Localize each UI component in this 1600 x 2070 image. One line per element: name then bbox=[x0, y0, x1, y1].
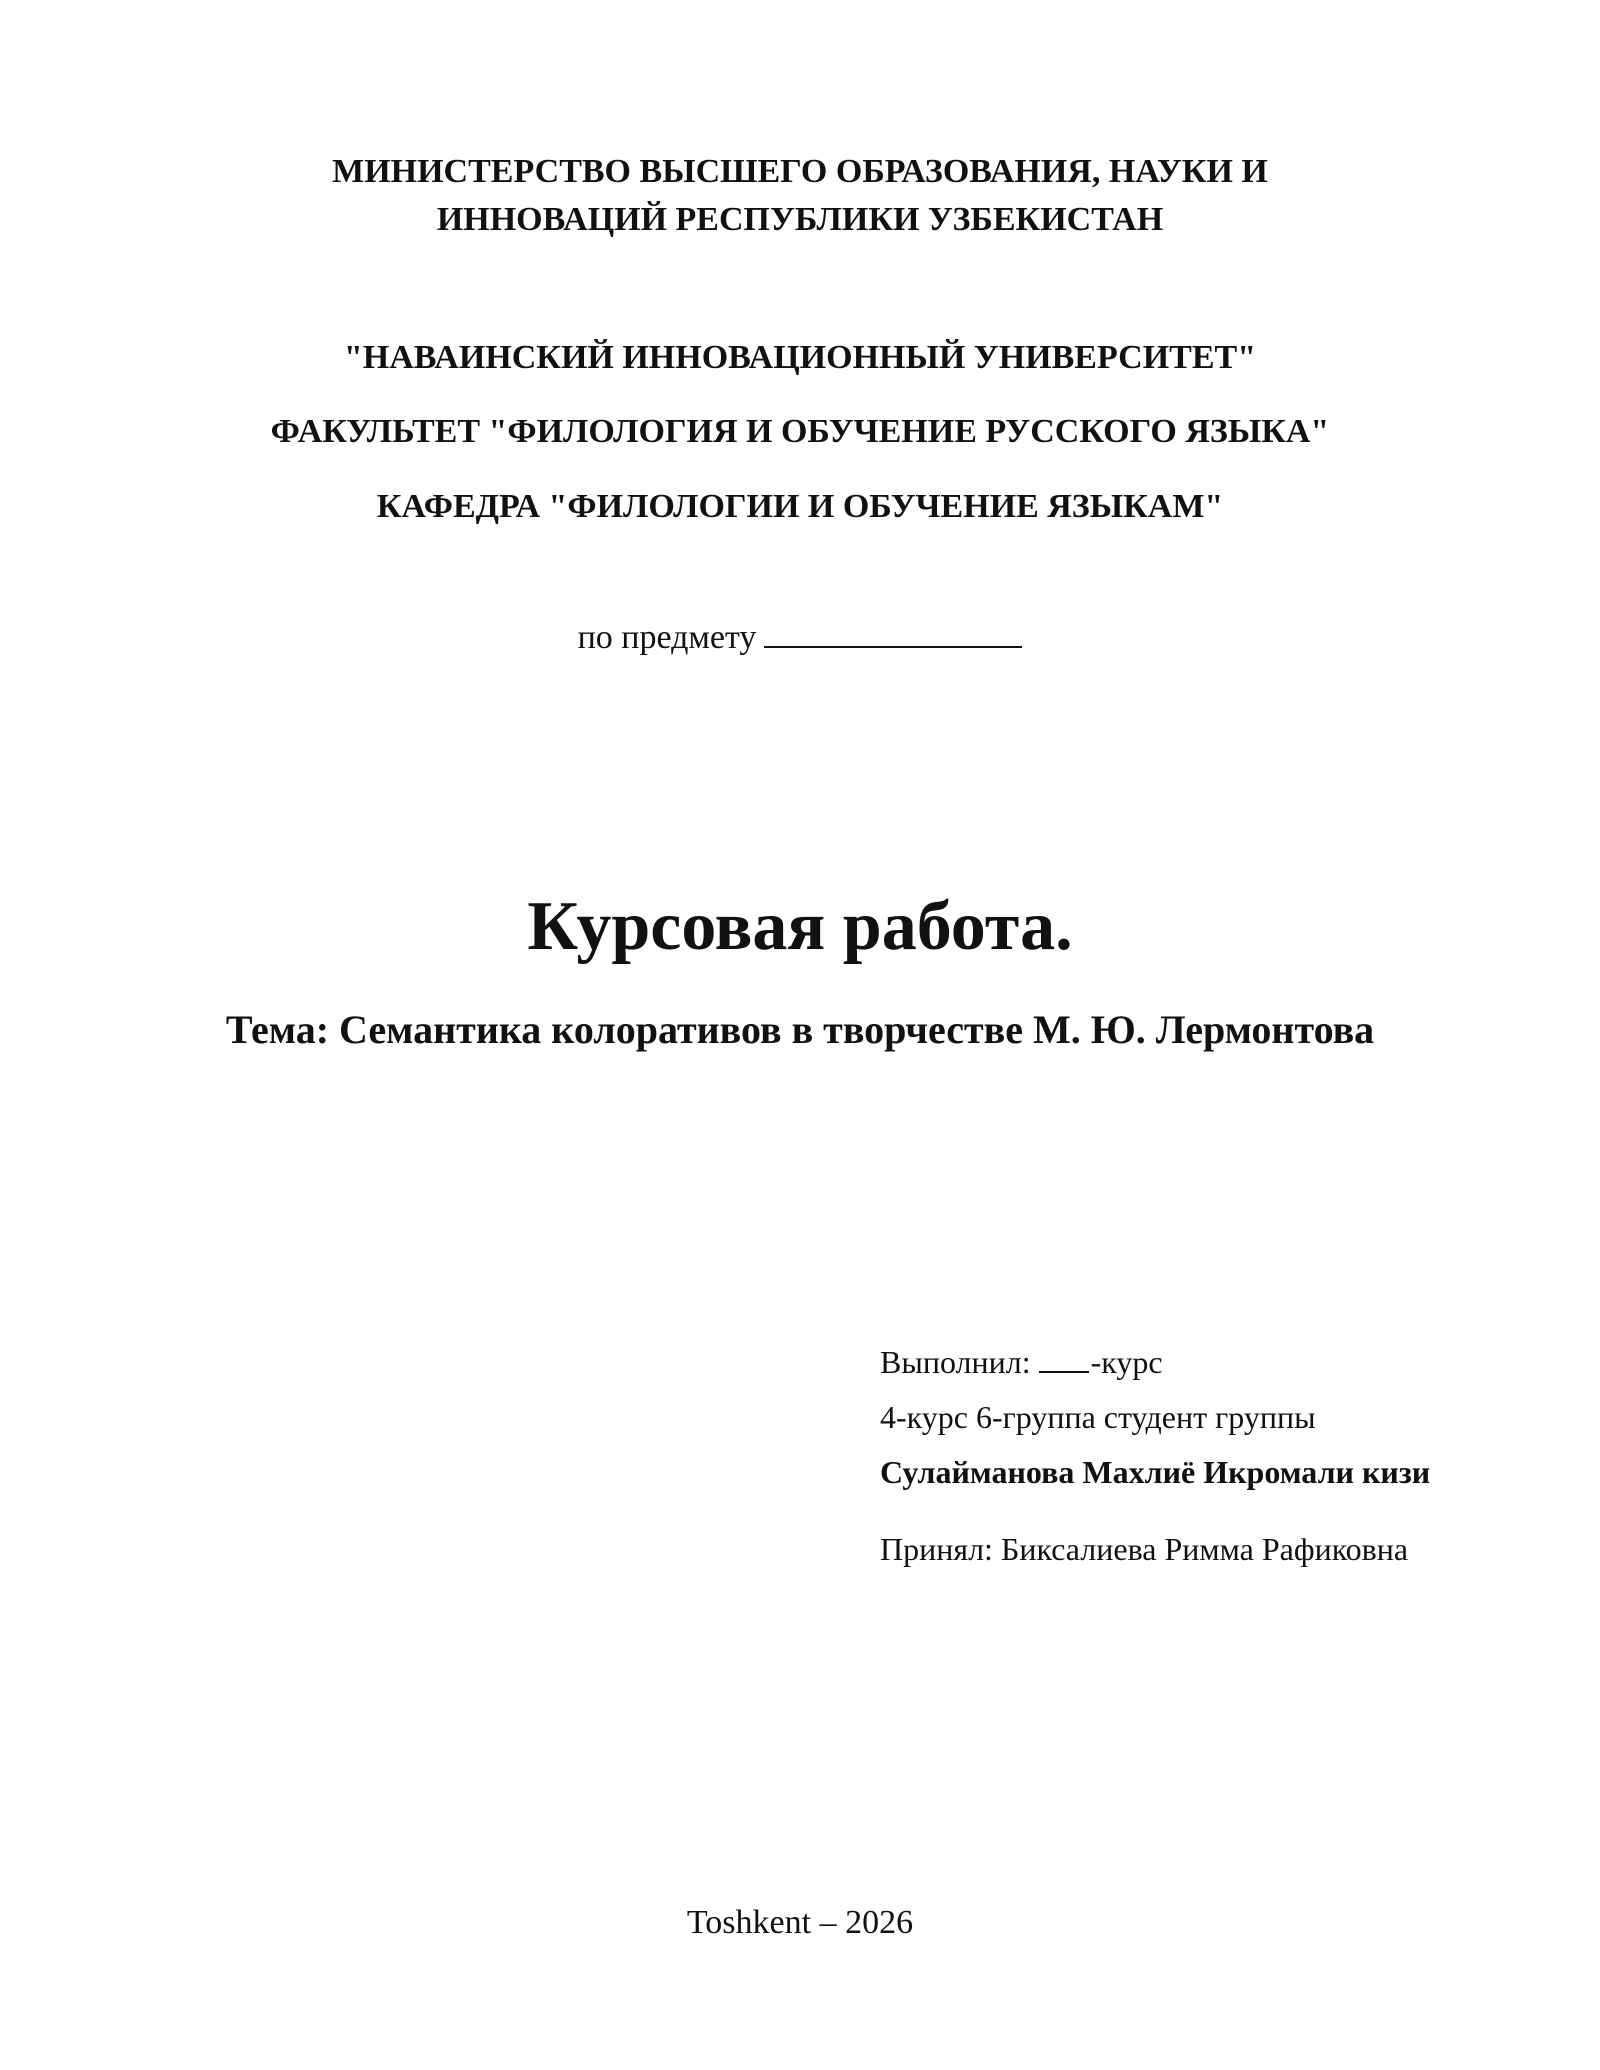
faculty-name: ФАКУЛЬТЕТ "ФИЛОЛОГИЯ И ОБУЧЕНИЕ РУССКОГО ЯЗЫКА" bbox=[270, 413, 1330, 450]
student-name: Сулайманова Махлиё Икромали кизи bbox=[880, 1454, 1431, 1490]
city-year: Toshkent – 2026 bbox=[686, 1904, 914, 1941]
subject-label: по предмету bbox=[577, 619, 757, 656]
department-name: КАФЕДРА "ФИЛОЛОГИИ И ОБУЧЕНИЕ ЯЗЫКАМ" bbox=[376, 488, 1224, 525]
ministry-name-line-1: МИНИСТЕРСТВО ВЫСШЕГО ОБРАЗОВАНИЯ, НАУКИ И bbox=[332, 153, 1268, 190]
student-group: 4-курс 6-группа студент группы bbox=[880, 1399, 1316, 1435]
course-blank-line bbox=[1039, 1345, 1089, 1373]
performed-by-label: Выполнил: bbox=[880, 1344, 1031, 1380]
subject-line bbox=[0, 616, 1600, 655]
university-name: "НАВАИНСКИЙ ИННОВАЦИОННЫЙ УНИВЕРСИТЕТ" bbox=[343, 339, 1257, 376]
ministry-name-line-2: ИННОВАЦИЙ РЕСПУБЛИКИ УЗБЕКИСТАН bbox=[436, 201, 1164, 238]
document-topic: Тема: Семантика колоративов в творчестве М. Ю. Лермонтова bbox=[225, 1007, 1375, 1052]
accepted-by: Принял: Биксалиева Римма Рафиковна bbox=[880, 1531, 1409, 1567]
subject-blank-line bbox=[764, 616, 1022, 648]
document-title: Курсовая работа. bbox=[527, 888, 1073, 965]
course-suffix: -курс bbox=[1090, 1344, 1163, 1380]
performed-by-line bbox=[880, 1345, 1163, 1378]
